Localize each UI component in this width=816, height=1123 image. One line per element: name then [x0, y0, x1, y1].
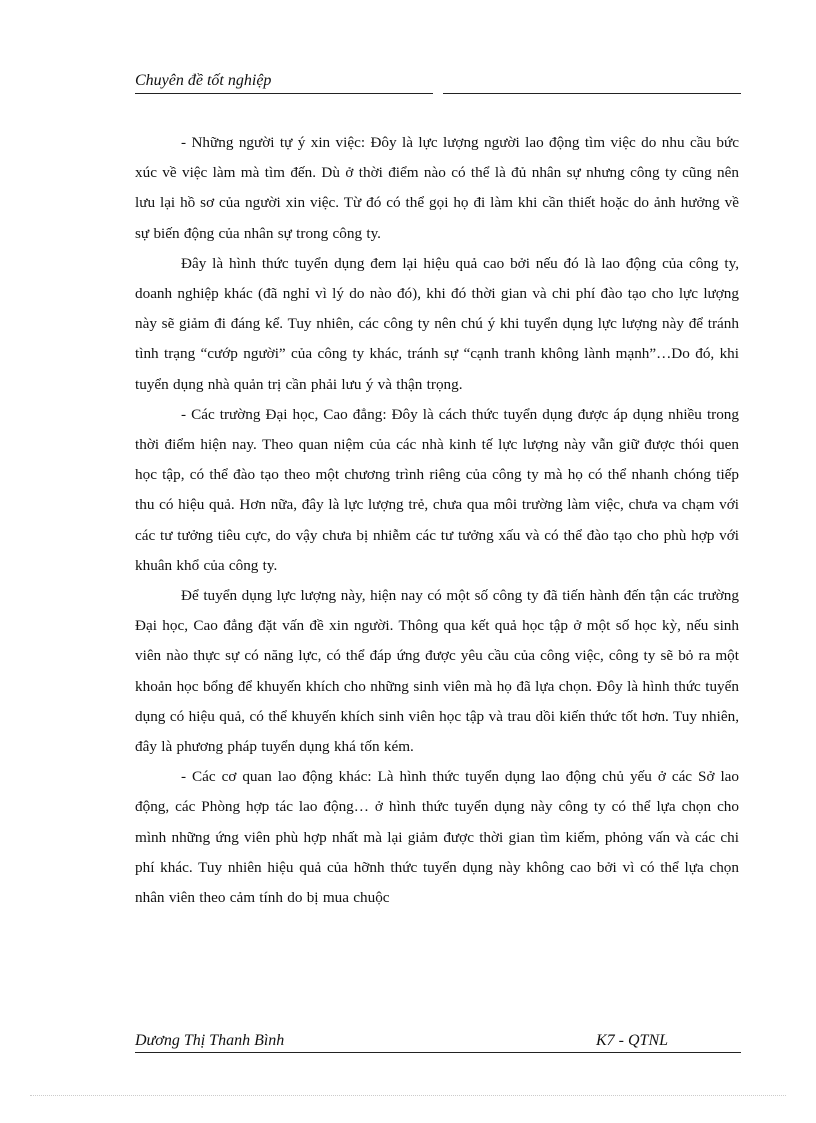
paragraph-efficiency-note: Đây là hình thức tuyển dụng đem lại hiệu quả cao bởi nếu đó là lao động của công ty, doanh nghiệp khác (đã nghỉ vì lý do nào đó), khi đó thời gian và chi phí đào tạo cho lực lượng này sẽ giảm đi đáng kể. Tuy nhiên, các công ty nên chú ý khi tuyển dụng lực lượng này để tránh tình trạng “cướp người” của công ty khác, tránh sự “cạnh tranh không lành mạnh”…Do đó, khi tuyển dụng nhà quản trị cần phải lưu ý và thận trọng. [135, 254, 739, 393]
document-body [135, 128, 739, 913]
page-footer [135, 1030, 741, 1056]
header-title: Chuyên đề tốt nghiệp [135, 72, 272, 89]
header-rule-right [443, 93, 741, 94]
header-rule-left [135, 93, 433, 94]
paragraph-universities: - Các trường Đại học, Cao đẳng: Đôy là cách thức tuyển dụng được áp dụng nhiều trong thời điểm hiện nay. Theo quan niệm của các nhà kinh tế lực lượng này vẫn giữ được thói quen học tập, có thể đào tạo theo một chương trình riêng của công ty mà họ có thể nhanh chóng tiếp thu có hiệu quả. Hơn nữa, đây là lực lượng trẻ, chưa qua môi trường làm việc, chưa va chạm với các tư tưởng tiêu cực, do vậy chưa bị nhiễm các tư tưởng xấu và có thể đào tạo cho phù hợp với khuân khổ của công ty. [135, 405, 739, 574]
paragraph-self-applicants: - Những người tự ý xin việc: Đôy là lực lượng người lao động tìm việc do nhu cầu bức xúc về việc làm mà tìm đến. Dù ở thời điểm nào có thể là đủ nhân sự nhưng công ty cũng nên lưu lại hồ sơ của người xin việc. Từ đó có thể gọi họ đi làm khi cần thiết hoặc do ảnh hưởng về sự biến động của nhân sự trong công ty. [135, 134, 739, 242]
page-header [135, 70, 741, 96]
paragraph-university-recruitment: Để tuyển dụng lực lượng này, hiện nay có một số công ty đã tiến hành đến tận các trường Đại học, Cao đẳng đặt vấn đề xin người. Thông qua kết quả học tập ở một số học kỳ, nếu sinh viên nào thực sự có năng lực, có thể đáp ứng được yêu cầu của công việc, công ty sẽ bỏ ra một khoản học bổng để khuyến khích cho những sinh viên mà họ đã lựa chọn. Đôy là hình thức tuyển dụng có hiệu quả, có thể khuyến khích sinh viên học tập và trau dồi kiến thức tốt hơn. Tuy nhiên, đây là phương pháp tuyển dụng khá tốn kém. [135, 587, 739, 756]
paragraph-labor-agencies: - Các cơ quan lao động khác: Là hình thức tuyển dụng lao động chủ yếu ở các Sở lao động, các Phòng hợp tác lao động… ở hình thức tuyển dụng này công ty có thể lựa chọn cho mình những ứng viên phù hợp nhất mà lại giảm được thời gian tìm kiếm, phỏng vấn và các chi phí khác. Tuy nhiên hiệu quả của hỡnh thức tuyển dụng này không cao bởi vì có thể lựa chọn nhân viên theo cảm tính do bị mua chuộc [135, 768, 739, 907]
footer-class-code: K7 - QTNL [596, 1032, 669, 1049]
footer-author: Dương Thị Thanh Bình [135, 1032, 285, 1049]
page-bottom-edge [30, 1095, 786, 1096]
footer-rule [135, 1052, 741, 1053]
